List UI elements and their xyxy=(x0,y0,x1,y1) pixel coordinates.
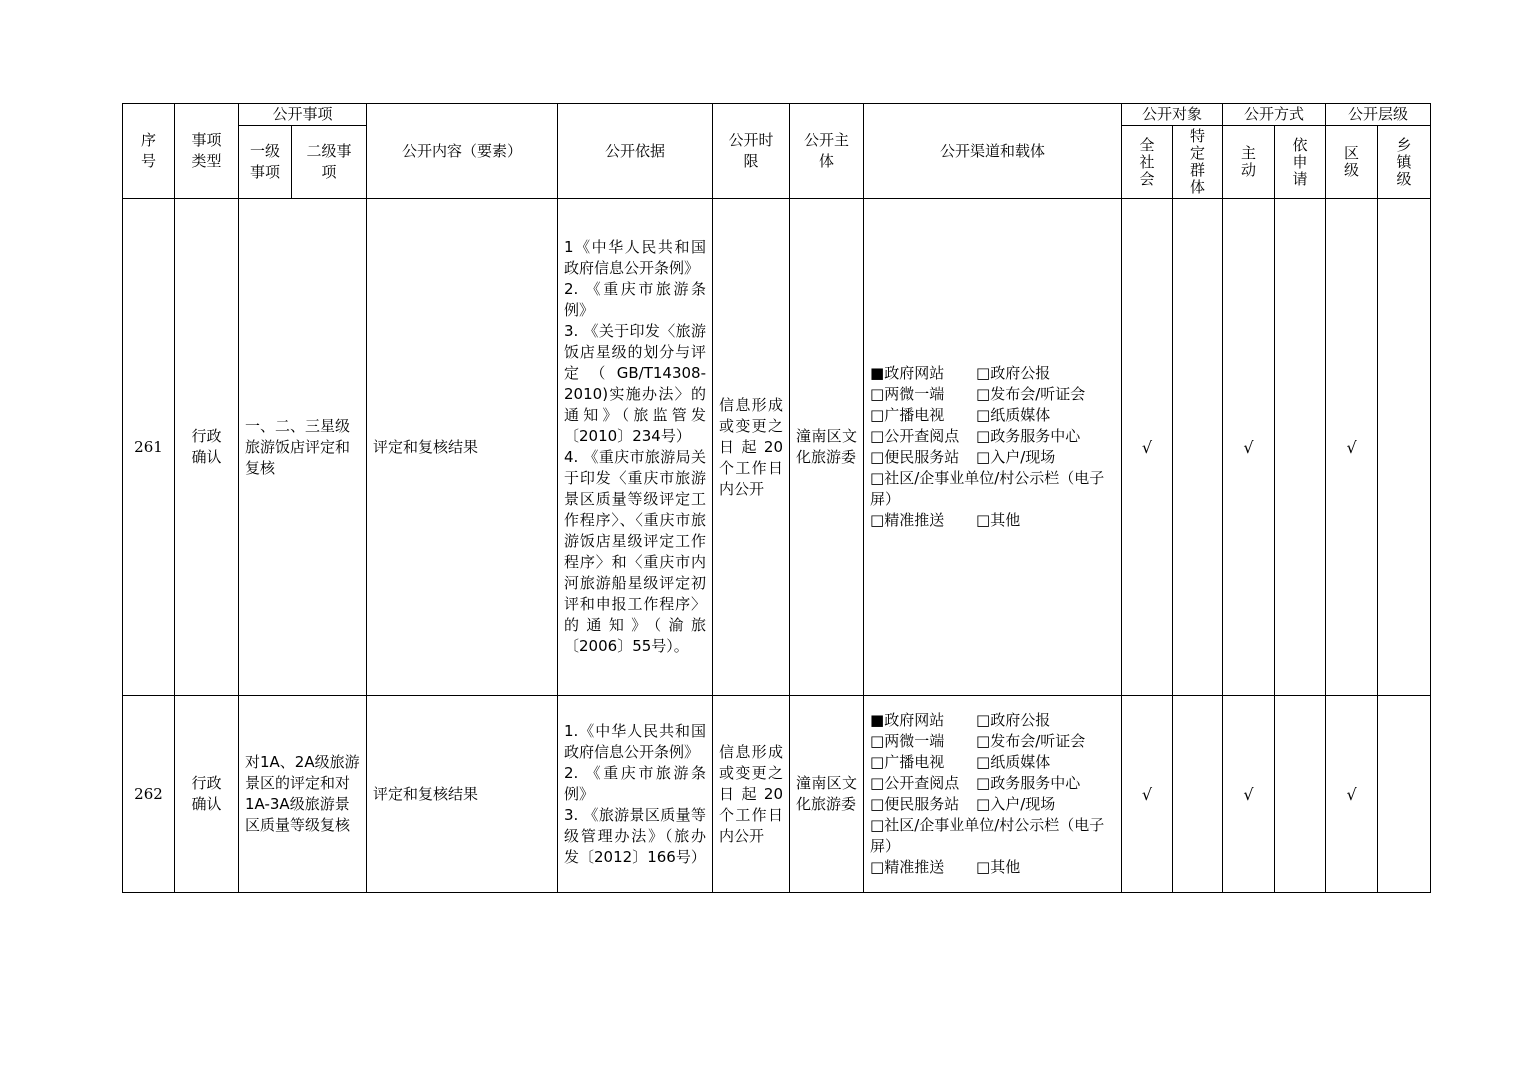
channel-option: □便民服务站 xyxy=(870,795,960,813)
header-subject: 公开主体 xyxy=(790,104,864,199)
row-target-all-check: √ xyxy=(1122,199,1173,696)
row-content: 评定和复核结果 xyxy=(367,199,558,696)
row-level-town-check xyxy=(1378,199,1431,696)
header-level-district: 区级 xyxy=(1326,126,1378,199)
channel-line xyxy=(870,426,1115,447)
channel-option: □纸质媒体 xyxy=(976,753,1051,771)
row-level-district-check: √ xyxy=(1326,199,1378,696)
channel-option: □政府公报 xyxy=(976,711,1051,729)
row-method-active-check: √ xyxy=(1223,199,1275,696)
disclosure-table xyxy=(122,103,1431,893)
basis-line: 3. 《旅游景区质量等级管理办法》（旅办发〔2012〕166号） xyxy=(564,805,707,866)
row-channels xyxy=(864,696,1122,893)
row-type: 行政确认 xyxy=(175,199,239,696)
channel-option: □纸质媒体 xyxy=(976,406,1051,424)
basis-line: 1.《中华人民共和国政府信息公开条例》 xyxy=(564,721,707,761)
row-target-specific-check xyxy=(1173,696,1223,893)
header-content: 公开内容（要素） xyxy=(367,104,558,199)
channel-option: □精准推送 xyxy=(870,511,945,529)
channel-option: □其他 xyxy=(976,511,1021,529)
header-level1: 一级事项 xyxy=(239,126,292,199)
row-subject: 潼南区文化旅游委 xyxy=(790,199,864,696)
basis-line: 1《中华人民共和国政府信息公开条例》 xyxy=(564,238,707,277)
row-item: 对1A、2A级旅游景区的评定和对1A-3A级旅游景区质量等级复核 xyxy=(239,696,367,893)
channel-line: □社区/企事业单位/村公示栏（电子屏） xyxy=(870,469,1105,508)
row-level-town-check xyxy=(1378,696,1431,893)
channel-option: ■政府网站 xyxy=(870,711,945,729)
channel-line xyxy=(870,405,1115,426)
channel-line xyxy=(870,773,1115,794)
channel-option: ■政府网站 xyxy=(870,364,945,382)
channel-option: □公开查阅点 xyxy=(870,774,960,792)
header-method: 公开方式 xyxy=(1223,104,1326,126)
row-channels xyxy=(864,199,1122,696)
row-basis xyxy=(558,696,713,893)
row-seq: 262 xyxy=(123,696,175,893)
channel-line xyxy=(870,857,1115,878)
header-method-request: 依申请 xyxy=(1275,126,1326,199)
basis-line: 2. 《重庆市旅游条例》 xyxy=(564,280,707,319)
channel-option: □政府公报 xyxy=(976,364,1051,382)
channel-option: □两微一端 xyxy=(870,385,945,403)
row-target-all-check: √ xyxy=(1122,696,1173,893)
channel-line xyxy=(870,384,1115,405)
header-target-all: 全社会 xyxy=(1122,126,1173,199)
channel-line xyxy=(870,752,1115,773)
header-target: 公开对象 xyxy=(1122,104,1223,126)
row-method-request-check xyxy=(1275,696,1326,893)
table-row xyxy=(123,696,1431,893)
header-basis: 公开依据 xyxy=(558,104,713,199)
header-type: 事项类型 xyxy=(175,104,239,199)
row-content: 评定和复核结果 xyxy=(367,696,558,893)
row-type: 行政确认 xyxy=(175,696,239,893)
channel-line xyxy=(870,731,1115,752)
channel-line xyxy=(870,363,1115,384)
row-subject: 潼南区文化旅游委 xyxy=(790,696,864,893)
header-level2: 二级事项 xyxy=(292,126,367,199)
row-item: 一、二、三星级旅游饭店评定和复核 xyxy=(239,199,367,696)
basis-line: 2. 《重庆市旅游条例》 xyxy=(564,763,707,803)
channel-option: □入户/现场 xyxy=(976,795,1056,813)
row-basis xyxy=(558,199,713,696)
channel-line xyxy=(870,447,1115,468)
header-public-items: 公开事项 xyxy=(239,104,367,126)
channel-option: □发布会/听证会 xyxy=(976,385,1086,403)
channel-line xyxy=(870,794,1115,815)
header-level-town: 乡镇级 xyxy=(1378,126,1431,199)
channel-option: □入户/现场 xyxy=(976,448,1056,466)
row-seq: 261 xyxy=(123,199,175,696)
header-time-limit: 公开时限 xyxy=(713,104,790,199)
channel-option: □便民服务站 xyxy=(870,448,960,466)
row-level-district-check: √ xyxy=(1326,696,1378,893)
row-method-request-check xyxy=(1275,199,1326,696)
channel-option: □精准推送 xyxy=(870,858,945,876)
channel-option: □发布会/听证会 xyxy=(976,732,1086,750)
basis-line: 4. 《重庆市旅游局关于印发〈重庆市旅游景区质量等级评定工作程序〉、〈重庆市旅游饭店星级评定工作程序〉和〈重庆市内河旅游船星级评定初评和申报工作程序〉的通知》（渝旅〔2006〕55号）。 xyxy=(564,448,707,655)
row-method-active-check: √ xyxy=(1223,696,1275,893)
channel-line: □社区/企事业单位/村公示栏（电子屏） xyxy=(870,816,1105,855)
row-time-limit: 信息形成或变更之日起20个工作日内公开 xyxy=(713,696,790,893)
channel-option: □政务服务中心 xyxy=(976,427,1081,445)
channel-option: □广播电视 xyxy=(870,753,945,771)
channel-option: □两微一端 xyxy=(870,732,945,750)
table-row xyxy=(123,199,1431,696)
channel-option: □公开查阅点 xyxy=(870,427,960,445)
channel-line xyxy=(870,710,1115,731)
channel-option: □政务服务中心 xyxy=(976,774,1081,792)
header-row-1 xyxy=(123,104,1431,126)
header-channels: 公开渠道和载体 xyxy=(864,104,1122,199)
header-seq: 序号 xyxy=(123,104,175,199)
row-time-limit: 信息形成或变更之日起20个工作日内公开 xyxy=(713,199,790,696)
header-method-active: 主动 xyxy=(1223,126,1275,199)
channel-option: □广播电视 xyxy=(870,406,945,424)
header-target-specific: 特定群体 xyxy=(1173,126,1223,199)
channel-line xyxy=(870,510,1115,531)
channel-option: □其他 xyxy=(976,858,1021,876)
header-level: 公开层级 xyxy=(1326,104,1431,126)
row-target-specific-check xyxy=(1173,199,1223,696)
basis-line: 3. 《关于印发〈旅游饭店星级的划分与评定（GB/T14308-2010)实施办法〉的通知》（旅监管发〔2010〕234号） xyxy=(564,322,707,445)
